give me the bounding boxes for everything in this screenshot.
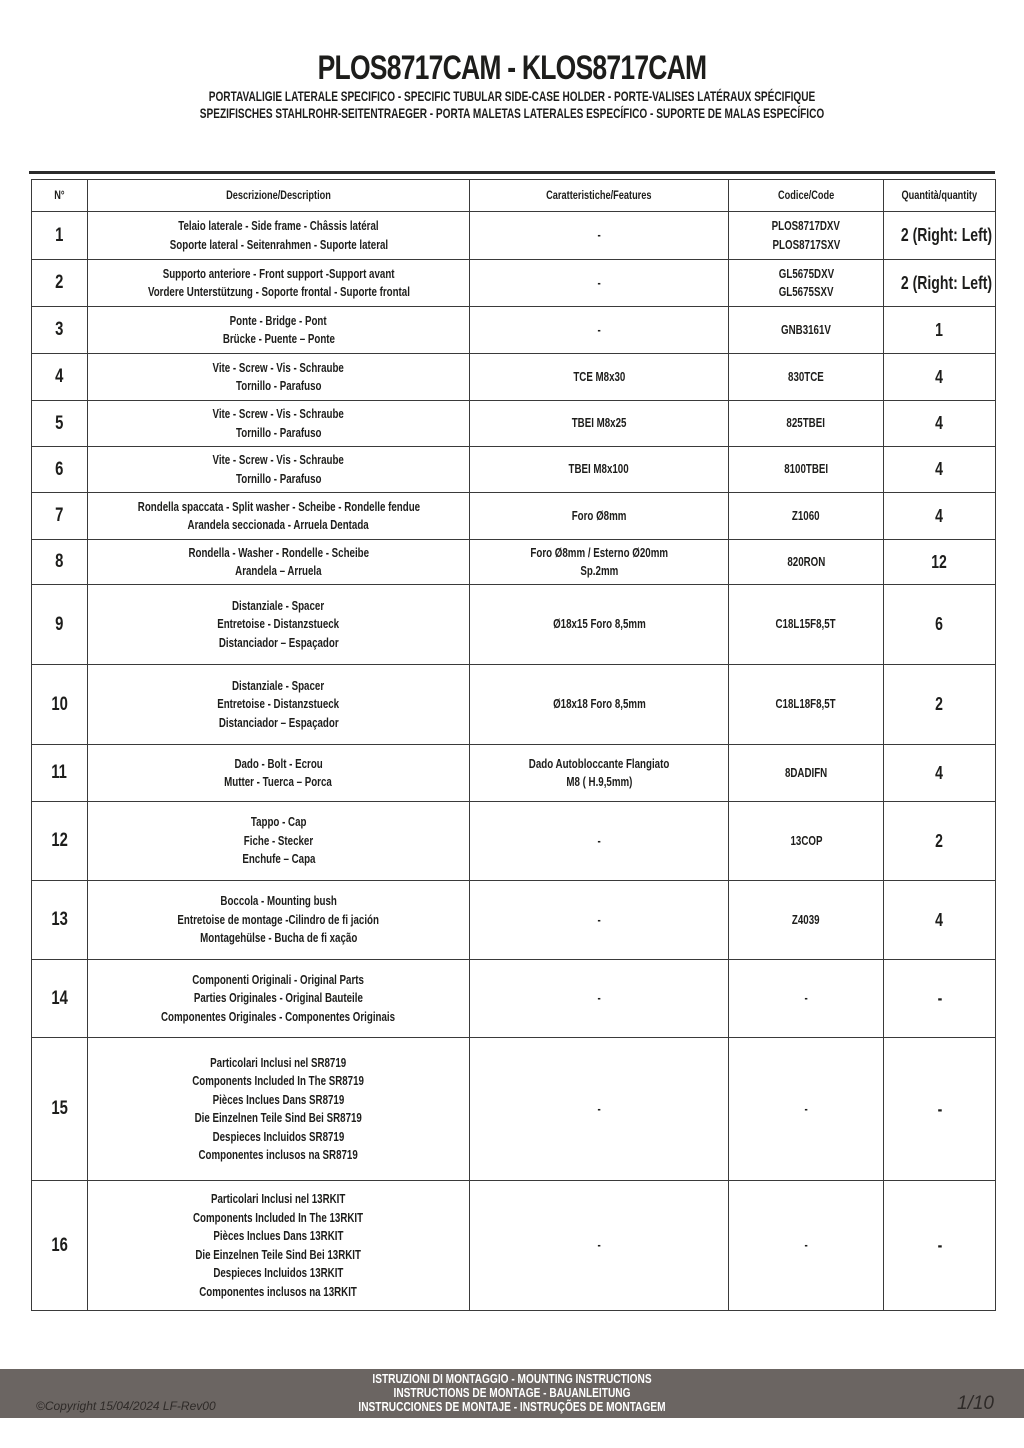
description-cell	[88, 260, 470, 307]
column-header-label: Codice/Code	[777, 189, 835, 202]
quantity-cell	[884, 540, 996, 585]
features-cell	[470, 447, 729, 493]
item-number: 5	[55, 412, 64, 434]
quantity-value: 2	[935, 694, 944, 714]
features-cell	[470, 960, 729, 1038]
code-cell	[729, 447, 884, 493]
item-number: 8	[55, 551, 64, 572]
description-line: Boccola - Mounting bush	[220, 894, 337, 909]
part-code: C18L15F8,5T	[775, 617, 837, 632]
footer-bar	[0, 1369, 1024, 1418]
quantity-value: 4	[935, 909, 944, 930]
quantity-cell	[884, 881, 996, 960]
features-cell	[470, 307, 729, 354]
quantity-value: 4	[935, 762, 944, 783]
description-line: Entretoise - Distanzstueck	[217, 617, 340, 632]
item-number: 9	[55, 613, 64, 635]
mounting-instructions-label	[0, 1372, 1024, 1414]
quantity-cell	[884, 665, 996, 745]
item-number: 15	[51, 1098, 68, 1119]
part-code: 830TCE	[788, 369, 824, 384]
item-number: 11	[51, 762, 68, 783]
code-cell	[729, 540, 884, 585]
features-line: TCE M8x30	[572, 369, 626, 384]
description-line: Vite - Screw - Vis - Schraube	[212, 453, 345, 467]
description-cell	[88, 447, 470, 493]
description-line: Componenti Originali - Original Parts	[192, 972, 365, 987]
description-line: Rondella spaccata - Split washer - Scheibe - Rondelle fendue	[137, 499, 420, 514]
item-number-cell	[32, 307, 88, 354]
features-cell	[470, 260, 729, 307]
table-row	[32, 401, 996, 447]
quantity-cell	[884, 307, 996, 354]
description-line: Tappo - Cap	[250, 815, 307, 830]
features-line: -	[597, 228, 601, 243]
features-cell	[470, 802, 729, 881]
description-line: Fiche - Stecker	[243, 833, 314, 848]
description-cell	[88, 354, 470, 401]
quantity-value: 4	[935, 366, 944, 387]
features-cell	[470, 354, 729, 401]
code-cell	[729, 493, 884, 540]
description-cell	[88, 802, 470, 881]
description-cell	[88, 585, 470, 665]
quantity-cell	[884, 1038, 996, 1181]
description-cell	[88, 1038, 470, 1181]
quantity-value: 2 (Right: Left)	[900, 225, 993, 245]
item-number-cell	[32, 802, 88, 881]
features-cell	[470, 665, 729, 745]
quantity-cell	[884, 745, 996, 802]
table-row	[32, 540, 996, 585]
description-line: Particolari Inclusi nel 13RKIT	[211, 1192, 346, 1206]
table-row	[32, 745, 996, 802]
part-code: C18L18F8,5T	[775, 697, 837, 712]
code-cell	[729, 881, 884, 960]
features-line: Ø18x15 Foro 8,5mm	[552, 617, 646, 632]
features-line: TBEI M8x100	[568, 462, 630, 477]
description-line: Distanciador – Espaçador	[218, 635, 339, 650]
features-line: -	[597, 833, 601, 848]
table-row	[32, 307, 996, 354]
quantity-value: 2 (Right: Left)	[900, 272, 993, 293]
header-divider	[29, 171, 995, 174]
column-header-description	[88, 180, 470, 212]
code-cell	[729, 307, 884, 354]
description-line: Componentes inclusos na 13RKIT	[199, 1284, 358, 1299]
part-code: 13COP	[790, 833, 822, 848]
document-subtitle-line2: SPEZIFISCHES STAHLROHR-SEITENTRAEGER - PORTA MALETAS LATERALES ESPECÍFICO - SUPORTE DE MALAS ESPECÍFICO	[199, 105, 825, 121]
page-number: 1/10	[957, 1393, 994, 1414]
description-cell	[88, 401, 470, 447]
quantity-value: 4	[935, 413, 944, 433]
column-header-label: Quantità/quantity	[901, 189, 978, 202]
description-line: Tornillo - Parafuso	[235, 379, 322, 393]
item-number-cell	[32, 212, 88, 260]
description-cell	[88, 745, 470, 802]
description-cell	[88, 540, 470, 585]
description-line: Dado - Bolt - Ecrou	[234, 756, 323, 771]
item-number-cell	[32, 1038, 88, 1181]
code-cell	[729, 585, 884, 665]
description-line: Supporto anteriore - Front support -Support avant	[162, 266, 395, 281]
features-line: -	[597, 275, 601, 290]
quantity-value: 4	[935, 505, 944, 526]
description-line: Entretoise - Distanzstueck	[217, 697, 340, 712]
column-header-quantity	[884, 180, 996, 212]
description-cell	[88, 960, 470, 1038]
quantity-cell	[884, 1181, 996, 1311]
code-cell	[729, 960, 884, 1038]
item-number: 16	[51, 1234, 68, 1256]
column-header-number	[32, 180, 88, 212]
quantity-cell	[884, 260, 996, 307]
item-number: 2	[55, 272, 64, 293]
copyright-text: ©Copyright 15/04/2024 LF-Rev00	[36, 1399, 216, 1413]
table-row	[32, 493, 996, 540]
part-code: PLOS8717SXV	[772, 237, 840, 252]
item-number: 1	[55, 224, 64, 246]
item-number-cell	[32, 665, 88, 745]
part-code: Z1060	[792, 508, 820, 523]
features-cell	[470, 493, 729, 540]
item-number: 4	[55, 366, 64, 387]
part-code: -	[804, 1238, 808, 1253]
features-line: Ø18x18 Foro 8,5mm	[552, 697, 646, 712]
part-code: 8100TBEI	[784, 462, 828, 477]
features-cell	[470, 212, 729, 260]
description-cell	[88, 881, 470, 960]
item-number: 6	[55, 458, 64, 480]
code-cell	[729, 212, 884, 260]
instructions-line: ISTRUZIONI DI MONTAGGIO - MOUNTING INSTRUCTIONS	[372, 1371, 652, 1386]
document-header	[0, 48, 1024, 122]
column-header-features	[470, 180, 729, 212]
item-number-cell	[32, 1181, 88, 1311]
description-line: Components Included In The 13RKIT	[193, 1210, 364, 1225]
table-row	[32, 585, 996, 665]
document-title: PLOS8717CAM - KLOS8717CAM	[317, 49, 707, 87]
table-row	[32, 802, 996, 881]
features-cell	[470, 540, 729, 585]
item-number: 3	[55, 319, 64, 340]
item-number-cell	[32, 260, 88, 307]
features-line: Foro Ø8mm / Esterno Ø20mm	[530, 545, 668, 560]
quantity-value: 1	[935, 319, 944, 340]
item-number-cell	[32, 493, 88, 540]
description-line: Componentes Originales - Componentes Originais	[161, 1009, 396, 1024]
table-row	[32, 447, 996, 493]
quantity-cell	[884, 212, 996, 260]
document-subtitle-line1: PORTAVALIGIE LATERALE SPECIFICO - SPECIFIC TUBULAR SIDE-CASE HOLDER - PORTE-VALISES LATÉRAUX SPÉCIFIQUE	[208, 88, 816, 104]
description-line: Parties Originales - Original Bauteile	[193, 991, 364, 1006]
code-cell	[729, 260, 884, 307]
item-number-cell	[32, 447, 88, 493]
quantity-value: -	[937, 988, 942, 1008]
item-number: 7	[55, 505, 64, 526]
part-code: 8DADIFN	[784, 765, 828, 780]
code-cell	[729, 745, 884, 802]
description-cell	[88, 1181, 470, 1311]
item-number: 14	[51, 987, 68, 1009]
description-line: Brücke - Puente – Ponte	[222, 332, 335, 346]
table-row	[32, 665, 996, 745]
description-line: Vite - Screw - Vis - Schraube	[212, 407, 345, 421]
column-header-label: N°	[54, 189, 65, 202]
parts-table-body	[32, 212, 996, 1311]
part-code: 825TBEI	[786, 416, 826, 431]
description-line: Distanziale - Spacer	[232, 598, 325, 613]
table-row	[32, 354, 996, 401]
features-line: -	[597, 322, 601, 337]
quantity-cell	[884, 447, 996, 493]
features-line: Sp.2mm	[580, 564, 618, 578]
description-cell	[88, 307, 470, 354]
features-line: TBEI M8x25	[571, 416, 627, 431]
item-number-cell	[32, 354, 88, 401]
quantity-value: -	[937, 1235, 942, 1255]
description-line: Telaio laterale - Side frame - Châssis latéral	[178, 219, 379, 233]
description-line: Vordere Unterstützung - Soporte frontal - Suporte frontal	[147, 285, 410, 299]
features-cell	[470, 1181, 729, 1311]
code-cell	[729, 354, 884, 401]
quantity-cell	[884, 354, 996, 401]
description-line: Entretoise de montage -Cilindro de fi jación	[177, 912, 380, 927]
item-number: 10	[51, 693, 68, 715]
item-number-cell	[32, 960, 88, 1038]
features-cell	[470, 401, 729, 447]
description-line: Pièces Inclues Dans SR8719	[212, 1092, 345, 1107]
quantity-cell	[884, 960, 996, 1038]
code-cell	[729, 802, 884, 881]
quantity-value: 6	[935, 614, 944, 634]
part-code: -	[804, 991, 808, 1006]
table-row	[32, 1038, 996, 1181]
table-row	[32, 1181, 996, 1311]
part-code: GNB3161V	[781, 322, 831, 337]
part-code: GL5675DXV	[778, 266, 834, 281]
table-row	[32, 260, 996, 307]
code-cell	[729, 665, 884, 745]
description-line: Tornillo - Parafuso	[235, 471, 322, 486]
parts-table	[31, 179, 996, 1311]
quantity-value: 4	[935, 459, 944, 479]
code-cell	[729, 401, 884, 447]
description-line: Pièces Inclues Dans 13RKIT	[213, 1229, 344, 1243]
features-line: -	[597, 1238, 601, 1253]
description-line: Distanziale - Spacer	[232, 678, 325, 693]
description-line: Components Included In The SR8719	[192, 1074, 365, 1088]
description-line: Distanciador – Espaçador	[218, 715, 339, 730]
features-line: Dado Autobloccante Flangiato	[528, 756, 670, 771]
description-line: Mutter - Tuerca – Porca	[224, 775, 333, 789]
description-line: Montagehülse - Bucha de fi xação	[199, 931, 358, 946]
description-line: Enchufe – Capa	[241, 852, 316, 867]
features-line: -	[597, 991, 601, 1006]
quantity-cell	[884, 401, 996, 447]
item-number-cell	[32, 401, 88, 447]
description-cell	[88, 493, 470, 540]
quantity-cell	[884, 493, 996, 540]
quantity-value: 12	[931, 551, 948, 572]
code-cell	[729, 1038, 884, 1181]
description-line: Soporte lateral - Seitenrahmen - Suporte lateral	[169, 237, 388, 252]
description-cell	[88, 212, 470, 260]
description-line: Vite - Screw - Vis - Schraube	[212, 360, 345, 375]
description-cell	[88, 665, 470, 745]
features-cell	[470, 745, 729, 802]
description-line: Tornillo - Parafuso	[235, 425, 322, 440]
part-code: GL5675SXV	[778, 285, 834, 299]
features-cell	[470, 881, 729, 960]
table-row	[32, 960, 996, 1038]
features-cell	[470, 1038, 729, 1181]
column-header-label: Caratteristiche/Features	[546, 189, 652, 202]
item-number-cell	[32, 585, 88, 665]
code-cell	[729, 1181, 884, 1311]
description-line: Ponte - Bridge - Pont	[230, 313, 327, 328]
instructions-line: INSTRUCTIONS DE MONTAGE - BAUANLEITUNG	[393, 1385, 631, 1400]
item-number-cell	[32, 881, 88, 960]
quantity-cell	[884, 585, 996, 665]
description-line: Particolari Inclusi nel SR8719	[210, 1055, 347, 1070]
item-number-cell	[32, 745, 88, 802]
column-header-label: Descrizione/Description	[226, 189, 331, 202]
table-row	[32, 212, 996, 260]
description-line: Die Einzelnen Teile Sind Bei SR8719	[194, 1111, 363, 1125]
description-line: Arandela seccionada - Arruela Dentada	[187, 518, 370, 532]
features-line: M8 ( H.9,5mm)	[565, 775, 633, 789]
column-header-code	[729, 180, 884, 212]
table-header-row	[32, 180, 996, 212]
part-code: 820RON	[787, 554, 825, 569]
description-line: Arandela – Arruela	[235, 564, 322, 578]
part-code: Z4039	[792, 912, 820, 927]
table-row	[32, 881, 996, 960]
quantity-value: 2	[935, 830, 944, 851]
features-cell	[470, 585, 729, 665]
quantity-cell	[884, 802, 996, 881]
instructions-line: INSTRUCCIONES DE MONTAJE - INSTRUÇÕES DE MONTAGEM	[358, 1399, 666, 1414]
item-number: 13	[51, 909, 68, 930]
description-line: Rondella - Washer - Rondelle - Scheibe	[188, 545, 369, 560]
description-line: Despieces Incluidos 13RKIT	[213, 1266, 344, 1280]
description-line: Die Einzelnen Teile Sind Bei 13RKIT	[195, 1247, 362, 1262]
features-line: -	[597, 912, 601, 927]
item-number: 12	[51, 830, 68, 851]
part-code: -	[804, 1101, 808, 1116]
description-line: Despieces Incluidos SR8719	[212, 1129, 345, 1144]
quantity-value: -	[937, 1098, 942, 1119]
part-code: PLOS8717DXV	[771, 219, 841, 233]
description-line: Componentes inclusos na SR8719	[198, 1148, 359, 1162]
features-line: -	[597, 1101, 601, 1116]
features-line: Foro Ø8mm	[571, 508, 627, 523]
item-number-cell	[32, 540, 88, 585]
